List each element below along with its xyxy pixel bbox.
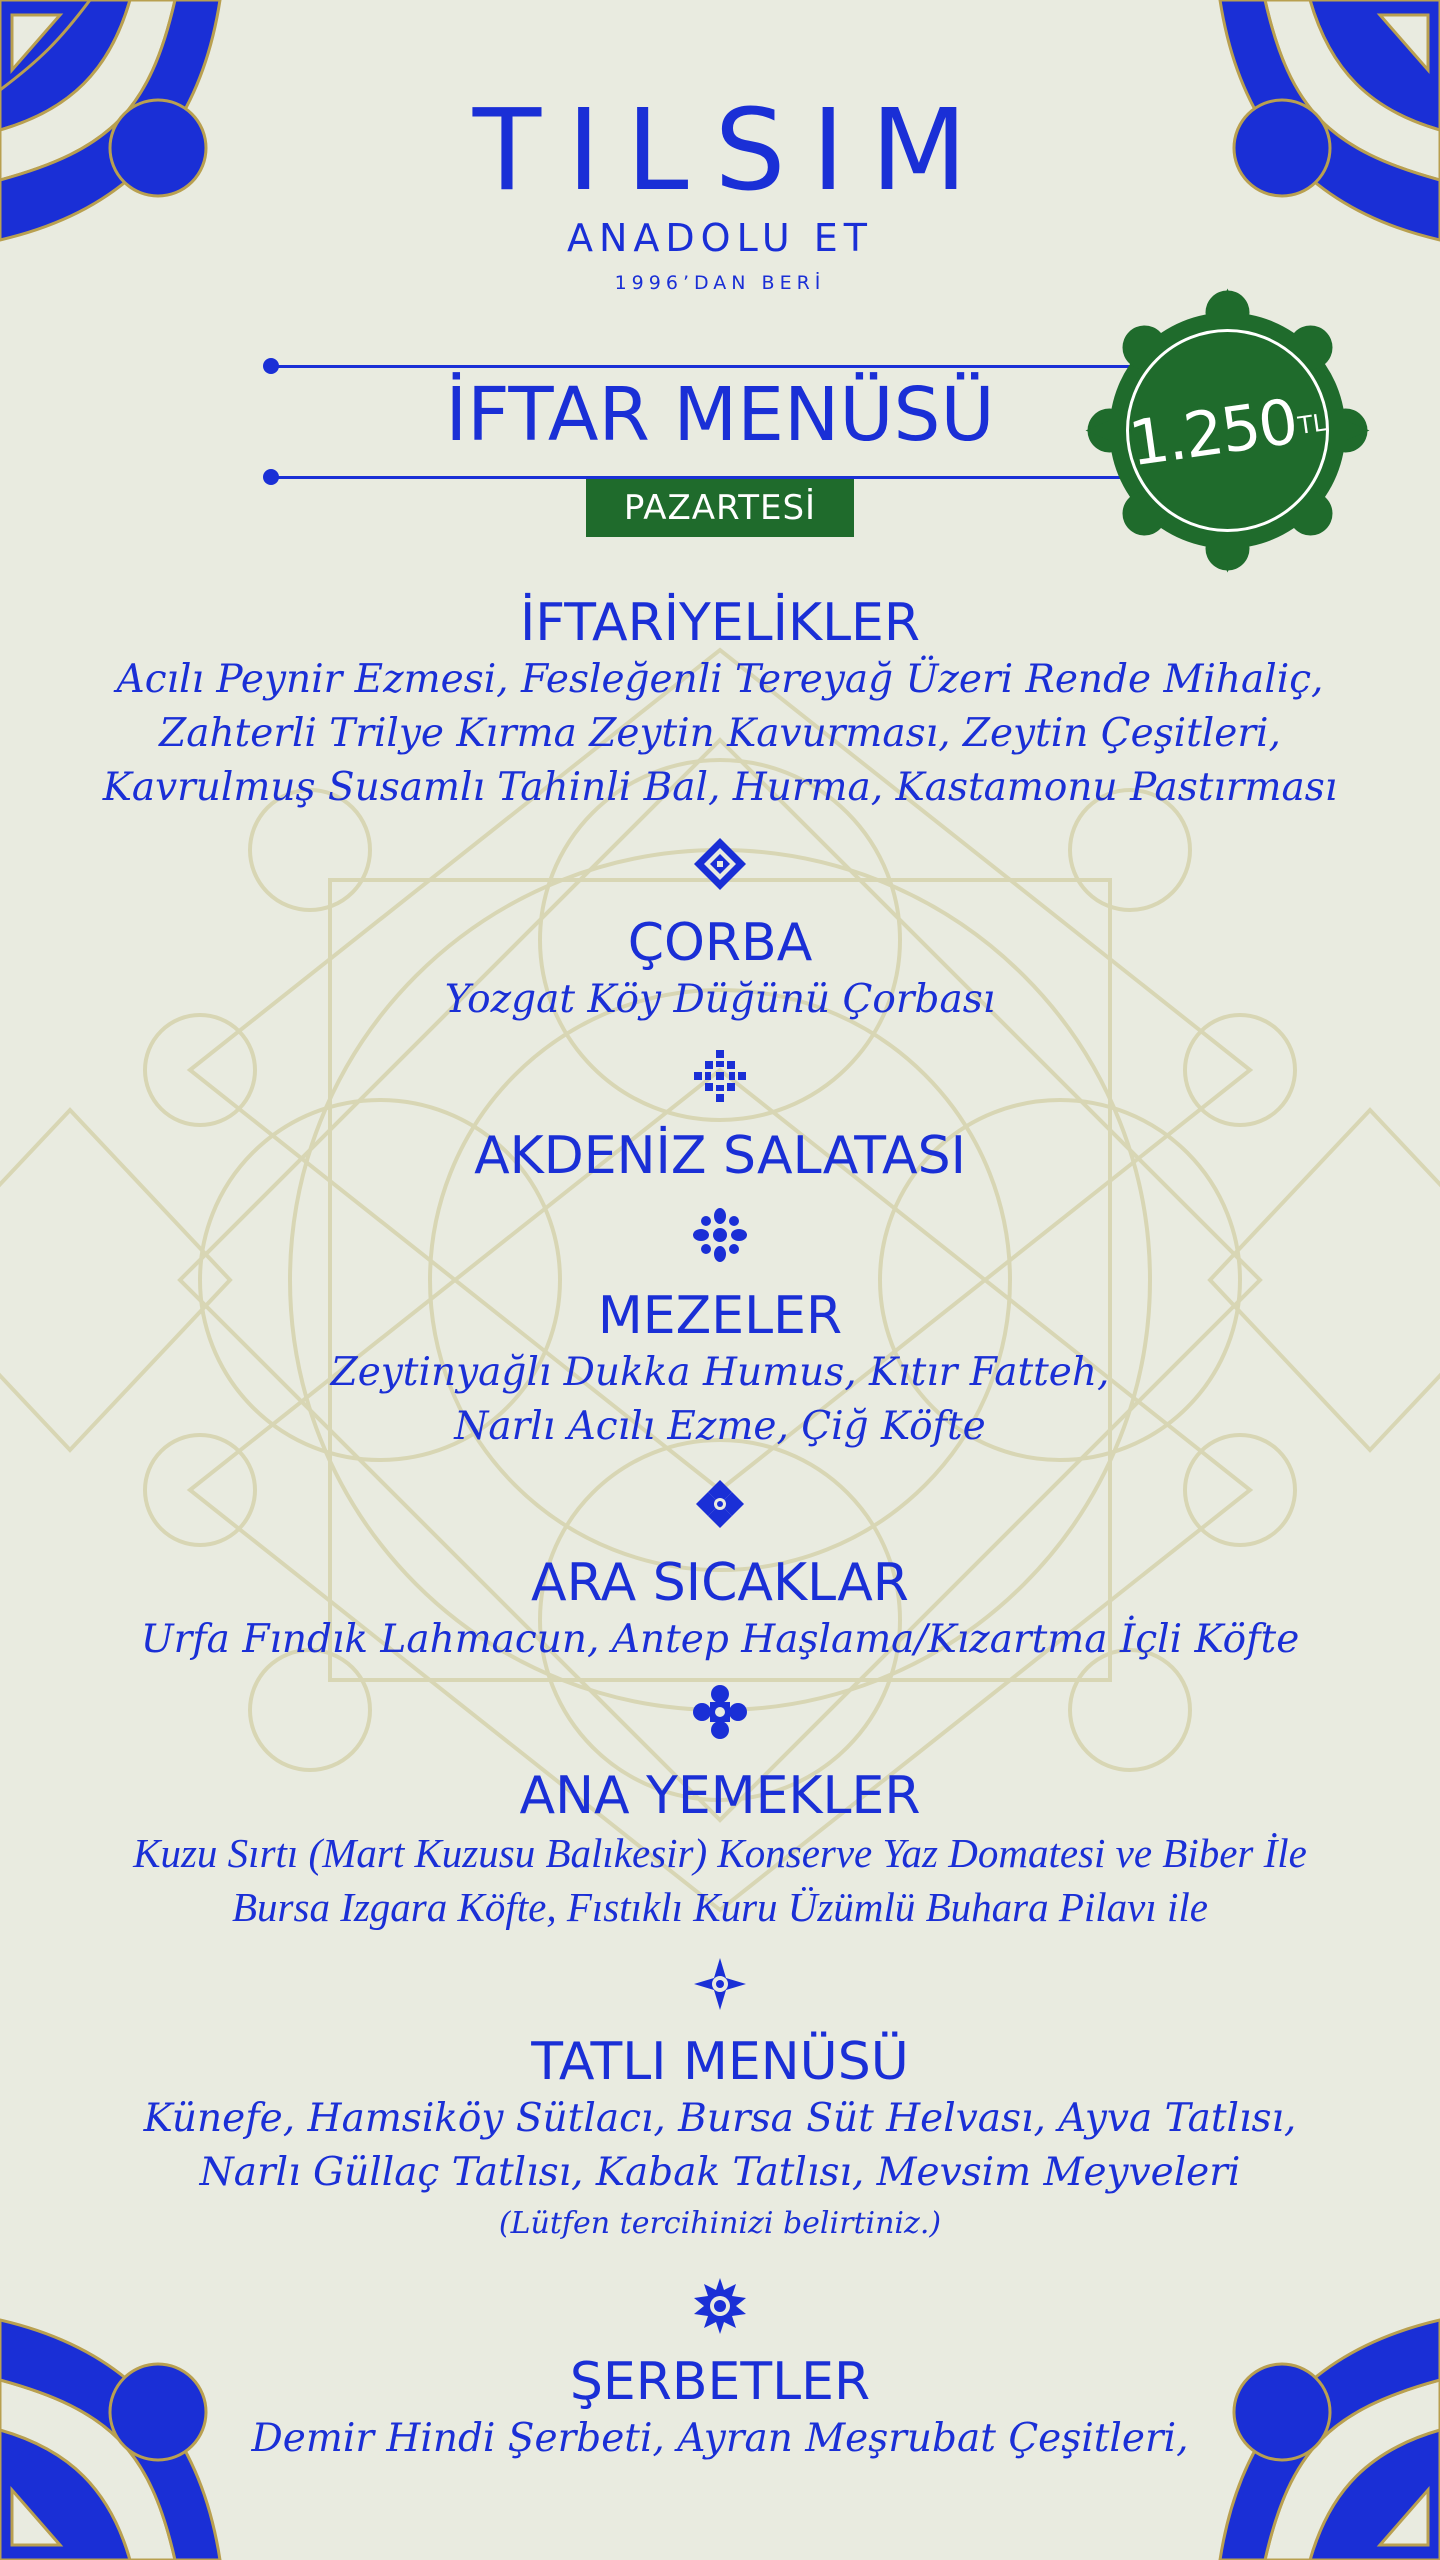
ornament-star-icon [692,1048,748,1104]
menu-title: İFTAR MENÜSÜ [445,372,995,458]
section-heading: ANA YEMEKLER [519,1766,921,1826]
ornament-flower-icon [692,1684,748,1740]
section-ana-yemekler [0,1766,1440,1934]
section-items [0,973,1440,1027]
item-line: Zahterli Trilye Kırma Zeytin Kavurması, Zeytin Çeşitleri, [159,711,1281,756]
section-heading: İFTARİYELİKLER [519,593,921,653]
brand-since: 1996’DAN BERİ [614,272,826,294]
section-items [0,1826,1440,1934]
item-line: Künefe, Hamsiköy Sütlacı, Bursa Süt Helvası, Ayva Tatlısı, [143,2096,1297,2141]
section-heading: MEZELER [597,1286,843,1346]
section-heading: ŞERBETLER [569,2352,871,2412]
item-line: Zeytinyağlı Dukka Humus, Kıtır Fatteh, [330,1350,1110,1395]
item-line: Urfa Fındık Lahmacun, Antep Haşlama/Kızartma İçli Köfte [140,1617,1300,1662]
section-items [0,1346,1440,1454]
section-items [0,653,1440,815]
item-line: Kavrulmuş Susamlı Tahinli Bal, Hurma, Kastamonu Pastırması [102,765,1338,810]
brand-name: TILSIM [472,86,994,216]
item-line: Kuzu Sırtı (Mart Kuzusu Balıkesir) Konserve Yaz Domatesi ve Biber İle [133,1830,1307,1876]
day-badge: PAZARTESİ [586,479,854,537]
section-items [0,2092,1440,2200]
item-line: Yozgat Köy Düğünü Çorbası [444,977,996,1022]
item-line: Narlı Güllaç Tatlısı, Kabak Tatlısı, Mevsim Meyveleri [199,2150,1241,2195]
ornament-diamond-icon [692,836,748,892]
section-heading: AKDENİZ SALATASI [474,1126,966,1186]
section-mezeler [0,1286,1440,1454]
brand-subtitle: ANADOLU ET [567,216,873,260]
title-top-line [270,365,1130,368]
section-heading: TATLI MENÜSÜ [531,2032,909,2092]
section-ara-sicaklar [0,1553,1440,1667]
section-iftariyelikler [0,593,1440,815]
item-line: Acılı Peynir Ezmesi, Fesleğenli Tereyağ Üzeri Rende Mihaliç, [116,657,1324,702]
item-line: Demir Hindi Şerbeti, Ayran Meşrubat Çeşitleri, [251,2416,1189,2461]
section-akdeniz-salatasi [0,1126,1440,1186]
section-tatli-menusu [0,2032,1440,2244]
price-label [1067,270,1389,592]
section-corba [0,913,1440,1027]
item-line: Narlı Acılı Ezme, Çiğ Köfte [454,1404,986,1449]
section-serbetler [0,2352,1440,2466]
ornament-star-icon [692,1956,748,2012]
ornament-diamond-icon [692,1476,748,1532]
section-items [0,1613,1440,1667]
rosette-icon [692,2278,748,2334]
section-items [0,2412,1440,2466]
section-heading: ARA SICAKLAR [531,1553,909,1613]
section-heading: ÇORBA [627,913,813,973]
price-currency: TL [1296,407,1328,440]
item-line: Bursa Izgara Köfte, Fıstıklı Kuru Üzümlü Buhara Pilavı ile [231,1884,1208,1930]
price-value: 1.250 [1124,384,1301,481]
section-note: (Lütfen tercihinizi belirtiniz.) [498,2206,942,2241]
ornament-flower-icon [692,1207,748,1263]
